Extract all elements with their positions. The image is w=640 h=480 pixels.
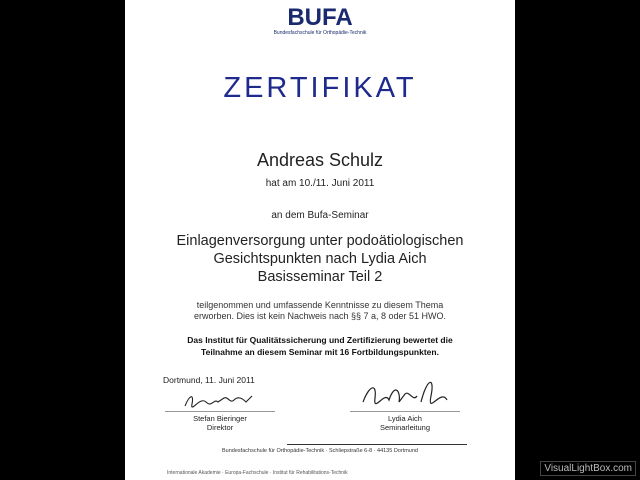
course-line-1: Einlagenversorgung unter podoätiologischen: [176, 233, 464, 249]
institute-line-2: Teilnahme an diesem Seminar mit 16 Fortbildungspunkten.: [201, 347, 439, 357]
bufa-logo: [125, 6, 515, 36]
place-date: Dortmund, 11. Juni 2011: [163, 375, 255, 385]
course-line-3: Basisseminar Teil 2: [257, 269, 383, 285]
date-line: hat am 10./11. Juni 2011: [265, 178, 375, 189]
course-line-2: Gesichtspunkten nach Lydia Aich: [213, 251, 427, 267]
watermark-link[interactable]: VisualLightBox.com: [540, 461, 636, 476]
footer-address: Bundesfachschule für Orthopädie-Technik · Schliepstraße 6-8 · 44135 Dortmund: [222, 448, 418, 454]
signature-right-line: [350, 411, 460, 412]
institute-statement: [125, 334, 515, 358]
course-title: [125, 232, 515, 286]
signature-right-role: Seminarleitung: [379, 423, 431, 432]
signature-right-scribble: [355, 372, 455, 410]
signature-left-name: Stefan Bieringer: [193, 414, 247, 423]
signature-right: [350, 372, 460, 432]
participation-line-2: erworben. Dies ist kein Nachweis nach §§ 7 a, 8 oder 51 HWO.: [193, 311, 447, 321]
signature-left: [165, 392, 275, 432]
footer-divider: [287, 444, 467, 445]
signature-left-line: [165, 411, 275, 412]
seminar-intro: an dem Bufa-Seminar: [271, 210, 369, 221]
logo-mark: BUFA: [287, 4, 353, 31]
signature-left-role: Direktor: [206, 423, 234, 432]
bottom-strip: Internationale Akademie · Europa-Fachschule · Institut für Rehabilitations-Technik: [167, 470, 348, 476]
recipient-name: Andreas Schulz: [256, 150, 384, 170]
certificate-page: [125, 0, 515, 480]
participation-line-1: teilgenommen und umfassende Kenntnisse zu diesem Thema: [196, 300, 444, 310]
signature-left-scribble: [180, 392, 260, 410]
certificate-title: ZERTIFIKAT: [223, 72, 417, 104]
participation-text: [125, 300, 515, 322]
institute-line-1: Das Institut für Qualitätssicherung und Zertifizierung bewertet die: [187, 335, 453, 345]
signature-right-name: Lydia Aich: [388, 414, 422, 423]
logo-subtitle: Bundesfachschule für Orthopädie-Technik: [273, 30, 367, 36]
